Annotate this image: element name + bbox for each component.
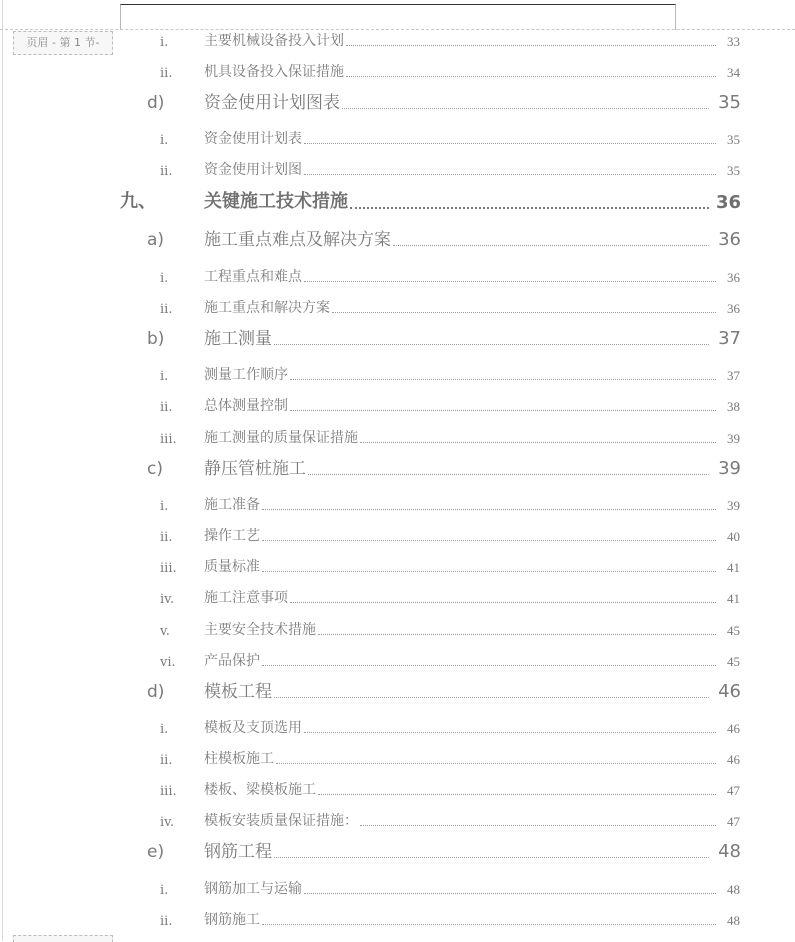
toc-entry-title[interactable]: 测量工作顺序 xyxy=(204,367,288,383)
toc-leader-dots xyxy=(332,312,716,313)
toc-entry-page: 34 xyxy=(727,65,740,80)
toc-entry-number: ii. xyxy=(160,753,173,768)
toc-leader-dots xyxy=(290,379,716,380)
toc-entry[interactable] xyxy=(0,295,795,319)
toc-entry-title[interactable]: 施工重点和解决方案 xyxy=(204,300,330,316)
toc-entry-title[interactable]: 柱模板施工 xyxy=(204,751,274,767)
toc-entry[interactable] xyxy=(0,186,795,216)
toc-entry-title[interactable]: 楼板、梁模板施工 xyxy=(204,782,316,798)
toc-entry-number: i. xyxy=(160,35,169,50)
toc-entry[interactable] xyxy=(0,837,795,865)
toc-entry-number: iv. xyxy=(160,592,175,607)
toc-entry-page: 41 xyxy=(727,560,740,575)
toc-entry-title[interactable]: 钢筋施工 xyxy=(204,912,260,928)
toc-entry-number: i. xyxy=(160,369,169,384)
toc-entry-page: 39 xyxy=(727,431,740,446)
toc-entry-title[interactable]: 工程重点和难点 xyxy=(204,269,302,285)
toc-entry-page: 46 xyxy=(718,681,741,702)
toc-leader-dots xyxy=(393,245,709,246)
toc-entry[interactable] xyxy=(0,554,795,578)
toc-entry-number: c) xyxy=(147,459,163,479)
toc-entry-page: 48 xyxy=(718,841,741,862)
toc-entry-page: 36 xyxy=(727,270,740,285)
toc-entry-title[interactable]: 资金使用计划图 xyxy=(204,162,302,178)
toc-entry-number: a) xyxy=(147,230,165,250)
toc-entry-title[interactable]: 施工注意事项 xyxy=(204,590,288,606)
toc-entry-number: vi. xyxy=(160,655,176,670)
toc-entry-number: i. xyxy=(160,133,169,148)
toc-entry-number: ii. xyxy=(160,400,173,415)
toc-entry[interactable] xyxy=(0,617,795,641)
toc-entry-title[interactable]: 静压管桩施工 xyxy=(204,459,306,479)
toc-entry[interactable] xyxy=(0,907,795,931)
toc-entry-page: 37 xyxy=(718,328,741,349)
toc-entry-title[interactable]: 资金使用计划图表 xyxy=(204,93,340,113)
toc-entry-title[interactable]: 主要安全技术措施 xyxy=(204,622,316,638)
toc-leader-dots xyxy=(346,45,716,46)
toc-entry[interactable] xyxy=(0,264,795,288)
toc-entry-page: 39 xyxy=(727,498,740,513)
toc-entry-number: ii. xyxy=(160,530,173,545)
toc-entry-number: ii. xyxy=(160,66,173,81)
toc-leader-dots xyxy=(274,344,709,345)
toc-entry[interactable] xyxy=(0,454,795,482)
toc-entry[interactable] xyxy=(0,746,795,770)
toc-entry-title[interactable]: 模板安装质量保证措施： xyxy=(204,813,358,829)
toc-entry[interactable] xyxy=(0,362,795,386)
toc-entry[interactable] xyxy=(0,715,795,739)
toc-entry-number: 九、 xyxy=(120,191,156,212)
toc-entry-title[interactable]: 操作工艺 xyxy=(204,528,260,544)
toc-entry[interactable] xyxy=(0,648,795,672)
toc-entry-page: 37 xyxy=(727,368,740,383)
toc-entry-page: 41 xyxy=(727,591,740,606)
toc-entry[interactable] xyxy=(0,808,795,832)
toc-entry-number: i. xyxy=(160,271,169,286)
toc-entry-number: b) xyxy=(147,329,165,349)
toc-entry-title[interactable]: 施工准备 xyxy=(204,497,260,513)
toc-leader-dots xyxy=(304,174,716,175)
toc-leader-dots xyxy=(262,571,716,572)
toc-entry-title[interactable]: 机具设备投入保证措施 xyxy=(204,64,344,80)
toc-leader-dots xyxy=(346,76,716,77)
header-section-tag[interactable]: 页眉 - 第 1 节- xyxy=(13,31,113,55)
toc-entry-number: d) xyxy=(147,93,165,113)
toc-entry-number: iii. xyxy=(160,432,177,447)
toc-entry-page: 36 xyxy=(718,229,741,250)
toc-entry-title[interactable]: 关键施工技术措施 xyxy=(204,191,348,212)
toc-entry[interactable] xyxy=(0,777,795,801)
toc-leader-dots xyxy=(304,893,716,894)
toc-entry[interactable] xyxy=(0,324,795,352)
toc-entry-title[interactable]: 钢筋工程 xyxy=(204,842,272,862)
toc-entry[interactable] xyxy=(0,88,795,116)
toc-entry[interactable] xyxy=(0,126,795,150)
toc-entry-page: 36 xyxy=(715,192,741,213)
toc-entry-title[interactable]: 施工测量的质量保证措施 xyxy=(204,430,358,446)
toc-leader-dots xyxy=(262,540,716,541)
toc-leader-dots xyxy=(318,634,716,635)
toc-leader-dots xyxy=(308,474,709,475)
toc-entry-title[interactable]: 总体测量控制 xyxy=(204,398,288,414)
toc-entry-page: 39 xyxy=(718,458,741,479)
toc-entry[interactable] xyxy=(0,28,795,52)
toc-entry-page: 47 xyxy=(727,783,740,798)
toc-entry-title[interactable]: 主要机械设备投入计划 xyxy=(204,33,344,49)
toc-leader-dots xyxy=(360,442,716,443)
toc-entry-page: 35 xyxy=(718,92,741,113)
toc-entry-page: 46 xyxy=(727,752,740,767)
toc-entry-page: 45 xyxy=(727,654,740,669)
toc-leader-dots xyxy=(274,697,709,698)
toc-entry[interactable] xyxy=(0,59,795,83)
toc-entry-number: ii. xyxy=(160,164,173,179)
toc-leader-dots xyxy=(304,143,716,144)
toc-entry[interactable] xyxy=(0,677,795,705)
toc-leader-dots xyxy=(290,410,716,411)
toc-entry-page: 38 xyxy=(727,399,740,414)
toc-entry-number: d) xyxy=(147,682,165,702)
toc-entry-number: iv. xyxy=(160,815,175,830)
toc-entry-title[interactable]: 施工测量 xyxy=(204,329,272,349)
toc-entry[interactable] xyxy=(0,492,795,516)
toc-entry-page: 35 xyxy=(727,163,740,178)
toc-entry[interactable] xyxy=(0,876,795,900)
toc-entry-page: 40 xyxy=(727,529,740,544)
toc-leader-dots xyxy=(304,281,716,282)
toc-entry-number: i. xyxy=(160,883,169,898)
toc-leader-dots xyxy=(262,665,716,666)
toc-leader-dots xyxy=(304,732,716,733)
toc-entry-number: i. xyxy=(160,722,169,737)
toc-entry[interactable] xyxy=(0,157,795,181)
toc-entry-title[interactable]: 产品保护 xyxy=(204,653,260,669)
toc-entry-page: 45 xyxy=(727,623,740,638)
toc-entry-number: iii. xyxy=(160,561,177,576)
header-frame xyxy=(120,4,676,30)
toc-entry[interactable] xyxy=(0,393,795,417)
toc-entry-page: 48 xyxy=(727,913,740,928)
toc-leader-dots xyxy=(262,924,716,925)
toc-entry-number: e) xyxy=(147,842,165,862)
toc-leader-dots xyxy=(290,602,716,603)
toc-entry-page: 36 xyxy=(727,301,740,316)
toc-leader-dots xyxy=(262,509,716,510)
toc-entry-title[interactable]: 模板及支顶选用 xyxy=(204,720,302,736)
toc-leader-dots xyxy=(274,857,709,858)
toc-entry-title[interactable]: 质量标准 xyxy=(204,559,260,575)
toc-leader-dots xyxy=(350,207,709,209)
toc-leader-dots xyxy=(318,794,716,795)
toc-entry-number: i. xyxy=(160,499,169,514)
toc-entry-number: ii. xyxy=(160,914,173,929)
toc-leader-dots xyxy=(276,763,716,764)
toc-leader-dots xyxy=(342,108,709,109)
toc-entry-page: 46 xyxy=(727,721,740,736)
toc-entry-title[interactable]: 施工重点难点及解决方案 xyxy=(204,230,391,250)
toc-entry-title[interactable]: 钢筋加工与运输 xyxy=(204,881,302,897)
toc-entry-page: 33 xyxy=(727,34,740,49)
toc-entry-title[interactable]: 资金使用计划表 xyxy=(204,131,302,147)
toc-entry-page: 48 xyxy=(727,882,740,897)
toc-entry[interactable] xyxy=(0,225,795,253)
toc-entry-number: v. xyxy=(160,624,170,639)
toc-entry-page: 35 xyxy=(727,132,740,147)
toc-entry-number: iii. xyxy=(160,784,177,799)
toc-entry-number: ii. xyxy=(160,302,173,317)
toc-entry[interactable] xyxy=(0,585,795,609)
toc-entry-title[interactable]: 模板工程 xyxy=(204,682,272,702)
toc-entry[interactable] xyxy=(0,523,795,547)
toc-entry[interactable] xyxy=(0,425,795,449)
toc-leader-dots xyxy=(360,825,716,826)
toc-entry-page: 47 xyxy=(727,814,740,829)
